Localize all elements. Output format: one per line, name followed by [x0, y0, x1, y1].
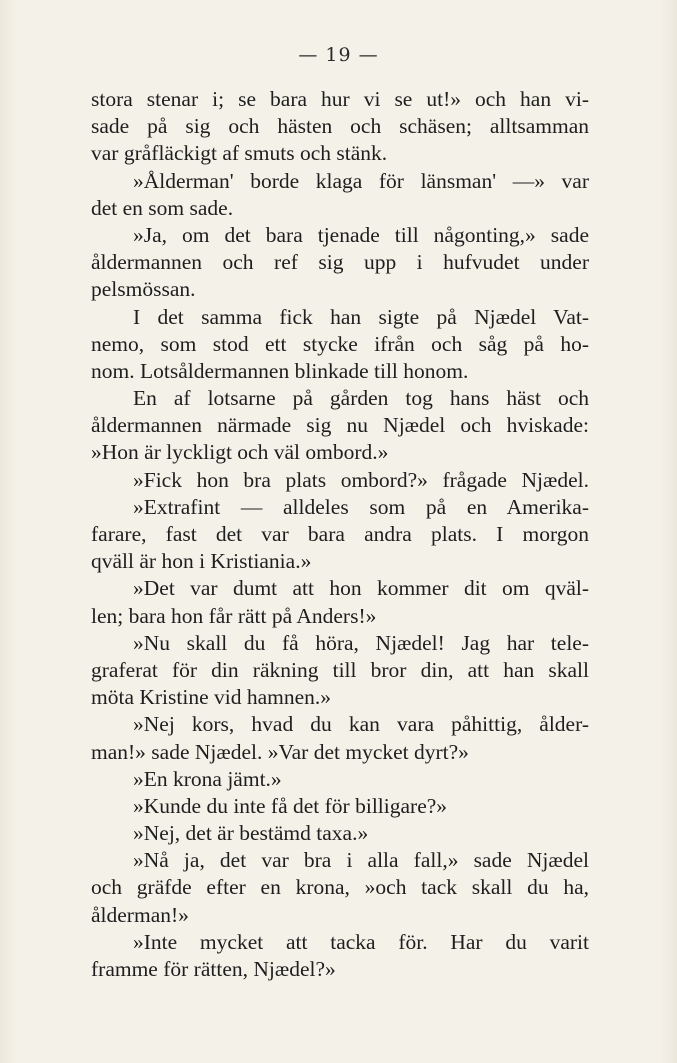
text-line: sade på sig och hästen och schäsen; alltsamman	[91, 114, 589, 139]
text-line: nom. Lotsåldermannen blinkade till honom.	[91, 358, 469, 383]
text-line: »Extrafint — alldeles som på en Amerika-	[133, 494, 589, 519]
text-line: pelsmössan.	[91, 277, 196, 302]
text-line: »Ja, om det bara tjenade till någonting,» sade	[133, 222, 589, 247]
text-line: graferat för din räkning till bror din, att han skall	[91, 657, 589, 682]
text-line: framme för rätten, Njædel?»	[91, 957, 336, 981]
text-line: och gräfde efter en krona, »och tack skall du ha,	[91, 875, 589, 900]
text-line: len; bara hon får rätt på Anders!»	[91, 603, 377, 628]
text-line: »Fick hon bra plats ombord?» frågade Njædel.	[133, 467, 589, 492]
page-number: — 19 —	[298, 44, 379, 66]
body-text	[91, 86, 589, 983]
text-line: var gråfläckigt af smuts och stänk.	[91, 141, 388, 166]
text-line: »Det var dumt att hon kommer dit om qväl-	[133, 576, 589, 601]
text-line: qväll är hon i Kristiania.»	[91, 549, 312, 574]
text-line: »Nej, det är bestämd taxa.»	[133, 821, 369, 846]
text-line: farare, fast det var bara andra plats. I morgon	[91, 522, 589, 546]
text-line: åldermannen och ref sig upp i hufvudet under	[91, 250, 589, 275]
text-line: stora stenar i; se bara hur vi se ut!» och han vi-	[91, 87, 589, 111]
text-line: åldermannen närmade sig nu Njædel och hviskade:	[91, 413, 589, 438]
text-line: »En krona jämt.»	[133, 766, 282, 791]
text-line: »Kunde du inte få det för billigare?»	[133, 793, 448, 818]
text-line: »Ålderman' borde klaga för länsman' —» var	[133, 168, 589, 193]
text-line: »Nu skall du få höra, Njædel! Jag har tele-	[133, 630, 589, 655]
text-line: I det samma fick han sigte på Njædel Vat-	[133, 304, 589, 329]
text-line: »Nej kors, hvad du kan vara påhittig, ålder-	[133, 712, 589, 737]
text-line: nemo, som stod ett stycke ifrån och såg på ho-	[91, 331, 589, 356]
text-line: man!» sade Njædel. »Var det mycket dyrt?»	[91, 739, 469, 764]
text-line: det en som sade.	[91, 195, 234, 220]
text-line: En af lotsarne på gården tog hans häst och	[133, 386, 589, 411]
text-line: »Nå ja, det var bra i alla fall,» sade Njædel	[133, 848, 589, 873]
text-line: »Inte mycket att tacka för. Har du varit	[133, 929, 589, 954]
text-line: ålderman!»	[91, 902, 189, 927]
text-line: »Hon är lyckligt och väl ombord.»	[91, 440, 389, 465]
text-line: möta Kristine vid hamnen.»	[91, 685, 332, 710]
